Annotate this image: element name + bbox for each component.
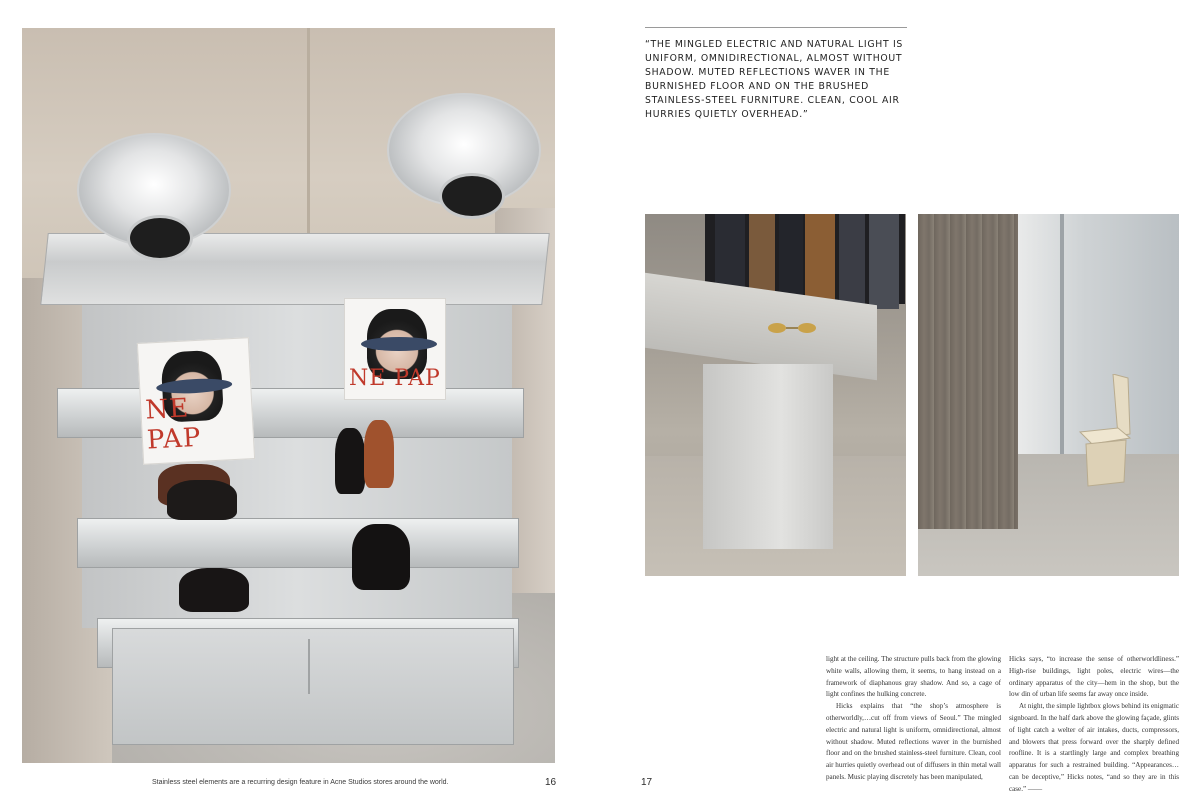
quote-rule [645, 27, 907, 28]
counter-photo [645, 214, 906, 576]
shelving-photo [22, 28, 555, 763]
body-column-2 [1009, 654, 1179, 796]
page-number-left: 16 [545, 777, 557, 788]
magazine-right [344, 298, 446, 400]
coat [839, 214, 865, 309]
body-paragraph: light at the ceiling. The structure pulls back from the glowing white walls, allowing them, it seems, to hang instead on a framework of diaphanous gray shadow. And so, a cage of light confines the hulking concrete. [826, 655, 1001, 699]
steel-counter-base [703, 364, 833, 549]
coat [869, 214, 899, 309]
shelf-top-canopy [40, 233, 550, 305]
pumps-black [335, 428, 365, 494]
shelf-middle [77, 518, 519, 568]
sunglasses [763, 322, 823, 334]
coat [805, 214, 835, 309]
magazine-logo-text: NE PAP [144, 393, 203, 456]
concrete-pillar [918, 214, 1018, 529]
pull-quote: “THE MINGLED ELECTRIC AND NATURAL LIGHT IS UNIFORM, OMNIDIRECTIONAL, ALMOST WITHOUT SHADOW. MUTED REFLECTIONS WAVER IN THE BURNISHED FLOOR AND ON THE BRUSHED STAINLESS-STEEL FURNITURE. CLEAN, COOL AIR HURRIES QUIETLY OVERHEAD.” [645, 39, 904, 120]
magazine-left [137, 337, 255, 465]
photo-panel-seam [307, 28, 310, 258]
air-diffuser-left [77, 133, 231, 247]
window-frame [1060, 214, 1064, 454]
photo-caption: Stainless steel elements are a recurring design feature in Acne Studios stores around the world. [152, 779, 449, 786]
sculptural-chair [1078, 374, 1140, 489]
body-paragraph: Hicks explains that “the shop’s atmosphere is otherworldly,…cut off from views of Seoul.” The mingled electric and natural light is uniform, omnidirectional, almost without shadow. Muted reflections waver in the burnished floor and on the brushed stainless-steel furniture. Clean, cool air hurries quietly overhead out of diffusers in thin metal wall panels. Music playing discretely has been manipulated, [826, 702, 1001, 781]
pillar-photo [918, 214, 1179, 576]
loafers-black [179, 568, 249, 612]
body-paragraph: At night, the simple lightbox glows behind its enigmatic signboard. In the half dark above the glowing façade, glints of light catch a welter of air intakes, ducts, compressors, and blowers that press forward over the sharply defined roofline. It is a startlingly large and complex breathing apparatus for such a restrained building. “Appearances…can be deceptive,” Hicks notes, “and so they are in this case.” —— [1009, 702, 1179, 793]
article-body [826, 654, 1179, 793]
page-number-right: 17 [641, 777, 653, 788]
air-diffuser-right [387, 93, 541, 207]
body-column-1 [826, 654, 1001, 784]
boots-black [167, 480, 237, 520]
shelf-upper [57, 388, 524, 438]
pumps-tan [364, 420, 394, 488]
flats-black-pair [352, 524, 410, 590]
body-paragraph: Hicks says, “to increase the sense of otherworldliness.” High-rise buildings, light poles, electric wires—the ordinary apparatus of the city—hem in the shop, but the low din of urban life seems far away once inside. [1009, 655, 1179, 699]
magazine-logo-text: NE PAP [349, 366, 441, 391]
shelf-cabinet-base [112, 628, 514, 745]
